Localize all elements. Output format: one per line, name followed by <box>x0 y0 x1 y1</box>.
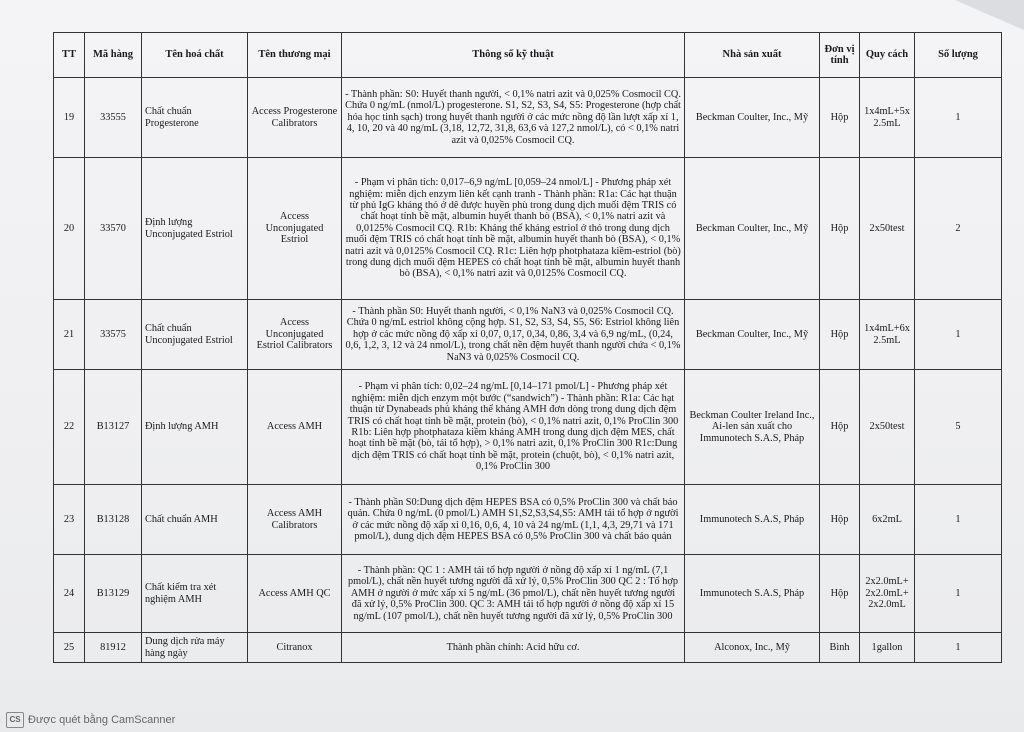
chemicals-table <box>53 32 1002 663</box>
cell-chemical: Chất chuẩn Unconjugated Estriol <box>142 300 248 370</box>
table-row <box>54 485 1002 555</box>
cell-qty: 1 <box>915 485 1002 555</box>
cell-trade-name: Access Unconjugated Estriol <box>248 158 342 300</box>
cell-maker: Immunotech S.A.S, Pháp <box>685 555 820 633</box>
cell-chemical: Dung dịch rửa máy hàng ngày <box>142 633 248 663</box>
cell-unit: Hộp <box>820 485 860 555</box>
cell-maker: Beckman Coulter, Inc., Mỹ <box>685 78 820 158</box>
cell-chemical: Định lượng AMH <box>142 370 248 485</box>
header-tt: TT <box>54 33 85 78</box>
cell-code: 33570 <box>85 158 142 300</box>
table-row <box>54 633 1002 663</box>
cell-pack: 2x50test <box>860 158 915 300</box>
cell-tt: 20 <box>54 158 85 300</box>
cell-tt: 25 <box>54 633 85 663</box>
cell-tt: 24 <box>54 555 85 633</box>
cell-tt: 23 <box>54 485 85 555</box>
cell-qty: 5 <box>915 370 1002 485</box>
cell-tt: 21 <box>54 300 85 370</box>
table-row <box>54 300 1002 370</box>
cell-pack: 2x2.0mL+ 2x2.0mL+ 2x2.0mL <box>860 555 915 633</box>
table-row <box>54 78 1002 158</box>
cell-spec: Thành phần chính: Acid hữu cơ. <box>342 633 685 663</box>
cell-chemical: Chất chuẩn Progesterone <box>142 78 248 158</box>
header-pack: Quy cách <box>860 33 915 78</box>
cell-maker: Immunotech S.A.S, Pháp <box>685 485 820 555</box>
cell-pack: 2x50test <box>860 370 915 485</box>
header-unit: Đơn vị tính <box>820 33 860 78</box>
header-qty: Số lượng <box>915 33 1002 78</box>
cell-chemical: Chất kiểm tra xét nghiệm AMH <box>142 555 248 633</box>
cell-code: B13128 <box>85 485 142 555</box>
cell-code: B13127 <box>85 370 142 485</box>
header-maker: Nhà sản xuất <box>685 33 820 78</box>
cell-maker: Beckman Coulter, Inc., Mỹ <box>685 158 820 300</box>
cell-trade-name: Access Unconjugated Estriol Calibrators <box>248 300 342 370</box>
cell-qty: 1 <box>915 78 1002 158</box>
camscanner-logo-icon: CS <box>6 712 24 728</box>
cell-pack: 1x4mL+5x 2.5mL <box>860 78 915 158</box>
cell-tt: 22 <box>54 370 85 485</box>
cell-trade-name: Access AMH <box>248 370 342 485</box>
cell-code: B13129 <box>85 555 142 633</box>
cell-pack: 1gallon <box>860 633 915 663</box>
cell-qty: 1 <box>915 555 1002 633</box>
cell-qty: 1 <box>915 300 1002 370</box>
cell-chemical: Chất chuẩn AMH <box>142 485 248 555</box>
header-code: Mã hàng <box>85 33 142 78</box>
cell-code: 81912 <box>85 633 142 663</box>
cell-unit: Bình <box>820 633 860 663</box>
cell-spec: - Thành phần: QC 1 : AMH tái tổ hợp người ở nồng độ xấp xỉ 1 ng/mL (7,1 pmol/L), chất nền huyết tương người đã xử lý, 0,5% ProClin 300 QC 2 : Tổ hợp AMH ở người ở mức xấp xỉ 5 ng/mL (36 pmol/L), chất nền huyết tương người đã xử lý, 0,5% ProClin 300. QC 3: AMH tái tổ hợp người ở nồng độ xấp xỉ 15 ng/mL (107 pmol/L), chất nền huyết tương người đã xử lý, 0,5% ProClin 300 <box>342 555 685 633</box>
cell-spec: - Phạm vi phân tích: 0,017–6,9 ng/mL [0,059–24 nmol/L] - Phương pháp xét nghiệm: miễn dịch enzym liên kết cạnh tranh - Thành phần: R1a: Các hạt thuận từ phủ IgG kháng thỏ ở dê được huyền phù trong dung dịch muối đệm TRIS có chất hoạt tính bề mặt, albumin huyết thanh bò (BSA), < 0,1% natri azit và 0,0125% Cosmocil CQ. R1b: Kháng thể kháng estriol ở thỏ trong dung dịch muối đệm TRIS có chất hoạt tính bề mặt, albumin huyết thanh bò (BSA), < 0,1% natri azit và 0,0125% Cosmocil CQ. R1c: Liên hợp photphataza kiềm-estriol (bò) trong dung dịch muối đệm HEPES có chất hoạt tính bề mặt, albumin huyết thanh bò (BSA), < 0,1% natri azit và 0,0125% Cosmocil CQ. <box>342 158 685 300</box>
cell-qty: 1 <box>915 633 1002 663</box>
scanner-footer <box>6 712 175 728</box>
table-row <box>54 370 1002 485</box>
table-header-row <box>54 33 1002 78</box>
cell-unit: Hộp <box>820 300 860 370</box>
header-chemical: Tên hoá chất <box>142 33 248 78</box>
cell-trade-name: Citranox <box>248 633 342 663</box>
cell-unit: Hộp <box>820 158 860 300</box>
table-row <box>54 555 1002 633</box>
cell-trade-name: Access AMH QC <box>248 555 342 633</box>
cell-qty: 2 <box>915 158 1002 300</box>
scanner-footer-text: Được quét bằng CamScanner <box>28 714 176 726</box>
cell-spec: - Thành phần S0:Dung dịch đệm HEPES BSA có 0,5% ProClin 300 và chất bảo quản. Chứa 0 ng/mL (0 pmol/L) AMH S1,S2,S3,S4,S5: AMH tái tổ hợp ở người ở các mức nồng độ xấp xỉ 0,16, 0,6, 4, 10 và 24 ng/mL (1,1, 4,3, 29,71 và 171 pmol/L), dung dịch đệm HEPES BSA có 0,5% ProClin 300 và chất bảo quản <box>342 485 685 555</box>
cell-maker: Alconox, Inc., Mỹ <box>685 633 820 663</box>
cell-maker: Beckman Coulter, Inc., Mỹ <box>685 300 820 370</box>
cell-pack: 1x4mL+6x 2.5mL <box>860 300 915 370</box>
cell-trade-name: Access Progesterone Calibrators <box>248 78 342 158</box>
cell-spec: - Thành phần S0: Huyết thanh người, < 0,1% NaN3 và 0,025% Cosmocil CQ. Chứa 0 ng/mL estriol không cộng hợp. S1, S2, S3, S4, S5, S6: Estriol không liên hợp ở các mức nồng độ xấp xỉ 0,07, 0,17, 0,34, 0,86, 3,4 và 6,9 ng/mL, (0,24, 0,6, 1,2, 3, 12 và 24 nmol/L), trong chất nền đệm huyết thanh người chứa < 0,1% NaN3 và 0,025% Cosmocil CQ. <box>342 300 685 370</box>
cell-unit: Hộp <box>820 370 860 485</box>
cell-code: 33555 <box>85 78 142 158</box>
cell-pack: 6x2mL <box>860 485 915 555</box>
cell-code: 33575 <box>85 300 142 370</box>
cell-trade-name: Access AMH Calibrators <box>248 485 342 555</box>
cell-spec: - Thành phần: S0: Huyết thanh người, < 0,1% natri azit và 0,025% Cosmocil CQ. Chứa 0 ng/mL (nmol/L) progesterone. S1, S2, S3, S4, S5: Progesterone (hợp chất hóa học tinh sạch) trong huyết thanh người ở các mức nồng độ lần lượt xấp xỉ 1, 4, 10, 20 và 40 ng/mL (3,18, 12,72, 31,8, 63,6 và 127,2 nmol/L), có < 0,1% natri azit và 0,025% Cosmocil CQ. <box>342 78 685 158</box>
header-spec: Thông số kỹ thuật <box>342 33 685 78</box>
cell-maker: Beckman Coulter Ireland Inc., Ai-len sản xuất cho Immunotech S.A.S, Pháp <box>685 370 820 485</box>
cell-tt: 19 <box>54 78 85 158</box>
page-fold-corner <box>955 0 1024 30</box>
header-trade-name: Tên thương mại <box>248 33 342 78</box>
cell-unit: Hộp <box>820 555 860 633</box>
cell-unit: Hộp <box>820 78 860 158</box>
table-row <box>54 158 1002 300</box>
cell-spec: - Phạm vi phân tích: 0,02–24 ng/mL [0,14–171 pmol/L] - Phương pháp xét nghiệm: miễn dịch enzym một bước (“sandwich”) - Thành phần: R1a: Các hạt thuận từ Dynabeads phủ kháng thể kháng AMH đơn dòng trong dung dịch đệm TRIS có chất hoạt tính bề mặt, protein (bò), < 0,1% natri azit, 0,1% ProClin 300 R1b: Liên hợp photphataza kiềm kháng AMH trong dung dịch đệm MES, chất hoạt tính bề mặt (bò, tái tổ hợp), > 0,1% natri azit, 0,1% ProClin 300 R1c:Dung dịch đệm TRIS có chất hoạt tính bề mặt, protein (chuột, bò), < 0,1% natri azit, 0,1% ProClin 300 <box>342 370 685 485</box>
cell-chemical: Định lượng Unconjugated Estriol <box>142 158 248 300</box>
